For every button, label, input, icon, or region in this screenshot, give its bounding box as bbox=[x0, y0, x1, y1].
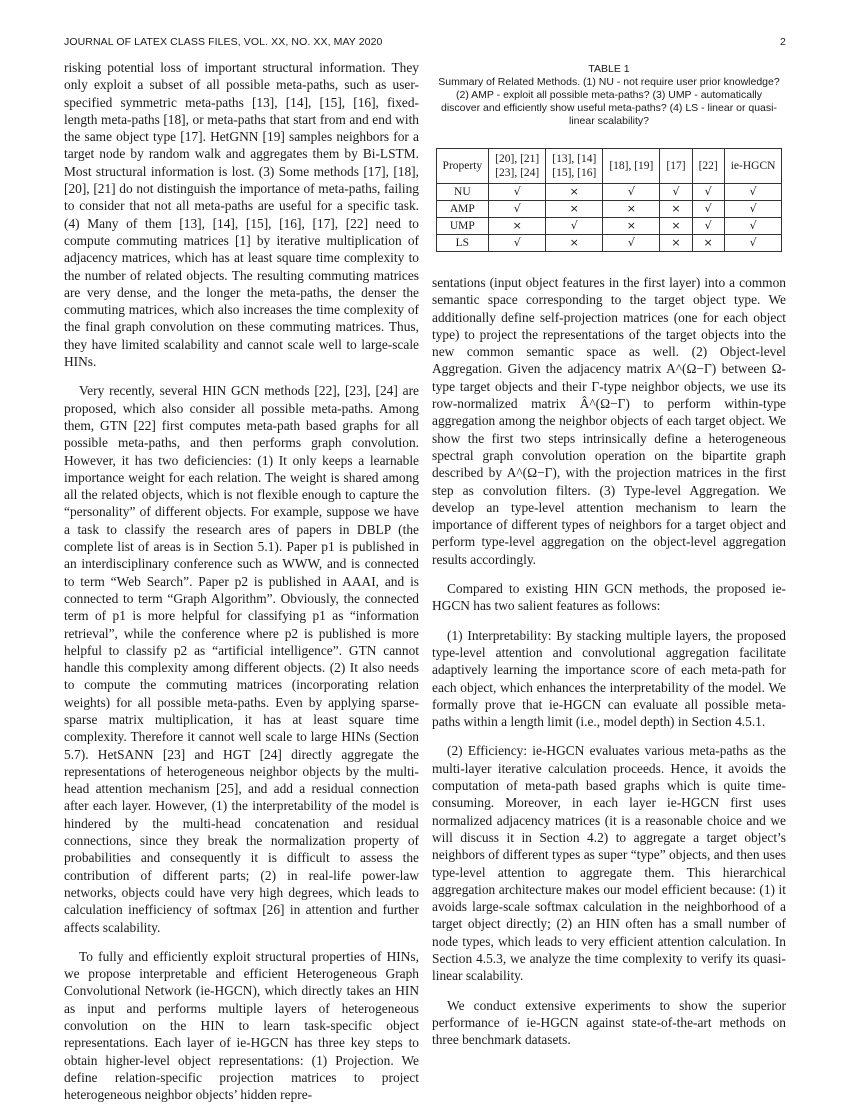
table-cell: √ bbox=[489, 201, 546, 218]
paragraph: (1) Interpretability: By stacking multiple layers, the proposed type-level attention and convolutional aggregation facilitate adaptively learning the importance score of each meta-path for each object, which enhances the interpretability of the model. We formally prove that ie-HGCN can evaluate all possible meta-paths within a length limit (i.e., model depth) in Section 4.5.1. bbox=[432, 627, 786, 730]
header-col-1: [20], [21] [23], [24] bbox=[489, 149, 546, 184]
table-row bbox=[436, 201, 782, 218]
row-label: AMP bbox=[436, 201, 489, 218]
table-cell: × bbox=[603, 218, 660, 235]
header-col-5: [22] bbox=[692, 149, 724, 184]
row-label: LS bbox=[436, 235, 489, 252]
header-col-6: ie-HGCN bbox=[724, 149, 782, 184]
table-cell: × bbox=[603, 201, 660, 218]
table-cell: √ bbox=[724, 235, 782, 252]
table-cell: √ bbox=[724, 184, 782, 201]
paragraph: (2) Efficiency: ie-HGCN evaluates various meta-paths as the multi-layer iterative calculation proceeds. Hence, it avoids the computation of meta-path based graphs which is quite time-consuming. Moreover, in each layer ie-HGCN first uses normalized adjacency matrices (it is a reasonable choice and we will discuss it in Section 4.2) to aggregate a target object’s neighbors of different types as super “type” objects, and then uses type-level attention to aggregate them. This hierarchical aggregation architecture makes our model efficient because: (1) it avoids large-scale softmax calculation in the neighborhood of a target object directly; (2) an HIN often has a small number of node types, which leads to very efficient attention calculation. In Section 4.5.3, we analyze the time complexity to verify its quasi-linear scalability. bbox=[432, 743, 786, 984]
paragraph: Compared to existing HIN GCN methods, the proposed ie-HGCN has two salient features as follows: bbox=[432, 581, 786, 614]
table-cell: × bbox=[546, 184, 603, 201]
table-cell: √ bbox=[692, 184, 724, 201]
table-row bbox=[436, 218, 782, 235]
paragraph: We conduct extensive experiments to show the superior performance of ie-HGCN against state-of-the-art methods on three benchmark datasets. bbox=[432, 997, 786, 1048]
table-cell: √ bbox=[692, 201, 724, 218]
table-row bbox=[436, 235, 782, 252]
paragraph: risking potential loss of important structural information. They only exploit a subset of all possible meta-paths, such as user-specified symmetric meta-paths [13], [14], [15], [16], fixed-length meta-paths [18], or meta-paths that start from and end with the same object type [17]. HetGNN [19] samples neighbors for a target node by random walk and aggregates them by Bi-LSTM. Most structural information is lost. (3) Some methods [17], [18], [20], [21] do not distinguish the importance of meta-paths, failing to consider that not all meta-paths are useful for a specific task. (4) Many of them [13], [14], [15], [16], [17], [22] need to compute commuting matrices [1] by iterative multiplication of adjacency matrices, which has at least square time complexity to the number of related objects. The resulting commuting matrices are very dense, and the longer the meta-paths, the denser the commuting matrices, which also increases the time complexity of the final graph convolution on these commuting matrices. Thus, they have limited scalability and cannot scale well to large-scale HINs. bbox=[64, 60, 419, 370]
page-number: 2 bbox=[780, 36, 786, 48]
paragraph: sentations (input object features in the first layer) into a common semantic space corresponding to the target object type. We additionally define self-projection matrices (one for each object type) to project the representations of the target objects into the new common semantic space as well. (2) Object-level Aggregation. Given the adjacency matrix A^(Ω−Γ) between Ω-type target objects and their Γ-type neighbor objects, we use its row-normalized matrix Â^(Ω−Γ) to perform within-type aggregation among the neighbor objects of each target object. We show the first two steps intrinsically define a heterogeneous spectral graph convolution operation on the bipartite graph described by A^(Ω−Γ), with the projection matrices in the first step as convolution filters. (3) Type-level Aggregation. We develop an type-level attention mechanism to learn the importance of different types of neighbors for a target object and perform type-level aggregation on the object-level aggregation results accordingly. bbox=[432, 275, 786, 567]
table-cell: × bbox=[660, 201, 692, 218]
table-cell: √ bbox=[546, 218, 603, 235]
table-cell: √ bbox=[724, 218, 782, 235]
table-cell: √ bbox=[692, 218, 724, 235]
table-cell: × bbox=[660, 235, 692, 252]
table-cell: × bbox=[489, 218, 546, 235]
related-methods-table bbox=[436, 148, 783, 252]
table-row bbox=[436, 184, 782, 201]
table-cell: √ bbox=[724, 201, 782, 218]
row-label: NU bbox=[436, 184, 489, 201]
table-cell: √ bbox=[660, 184, 692, 201]
table-block bbox=[432, 63, 786, 252]
right-column bbox=[432, 63, 786, 1048]
left-column bbox=[64, 59, 419, 1104]
table-cell: × bbox=[692, 235, 724, 252]
table-cell: × bbox=[660, 218, 692, 235]
table-cell: √ bbox=[489, 184, 546, 201]
table-cell: × bbox=[546, 235, 603, 252]
table-cell: √ bbox=[489, 235, 546, 252]
table-number: TABLE 1 bbox=[588, 63, 630, 75]
table-cell: √ bbox=[603, 184, 660, 201]
row-label: UMP bbox=[436, 218, 489, 235]
journal-header: JOURNAL OF LATEX CLASS FILES, VOL. XX, NO. XX, MAY 2020 bbox=[64, 36, 383, 48]
table-caption-text: Summary of Related Methods. (1) NU - not require user prior knowledge? (2) AMP - exploit all possible meta-paths? (3) UMP - automatically discover and efficiently show useful meta-paths? (4) LS - linear or quasi-linear scalability? bbox=[438, 76, 780, 127]
table-caption bbox=[438, 63, 780, 128]
paragraph: Very recently, several HIN GCN methods [22], [23], [24] are proposed, which also consider all possible meta-paths. Among them, GTN [22] first computes meta-path based graphs for all possible meta-paths, and then performs graph convolution. However, it has two deficiencies: (1) It only keeps a learnable importance weight for each relation. The weight is shared among all the related objects, which is not flexible enough to capture the “personality” of different objects. For example, suppose we have a task to classify the research ares of papers in DBLP (the complete list of areas is in Section 5.1). Paper p1 is published in an interdisciplinary conference such as WWW, and is connected to term “Web Search”. Paper p2 is published in AAAI, and is connected to term “Graph Algorithm”. Obviously, the connected term of p1 is more helpful for classifying p1 as “information retrieval”, while the conference where p2 is published is more helpful to classify p2 as “artificial intelligence”. GTN cannot handle this complexity among different objects. (2) It also needs to compute the commuting matrices (incorporating relation weights) for all possible meta-paths. Even by applying sparse-sparse matrix multiplication, it has at least square time complexity. Therefore it cannot well scale to large HINs (Section 5.7). HetSANN [23] and HGT [24] directly aggregate the representations of heterogeneous neighbor objects by the multi-head attention mechanism [25], and add a residual connection after each layer. However, (1) the interpretability of the model is hindered by the multi-head concatenation and residual connections, since they break the normalization property of probabilities and consequently it is difficult to assess the contribution of different parts; (2) in real-life power-law networks, objects could have very high degrees, which leads to calculation inefficiency of softmax [26] in attention and further affects scalability. bbox=[64, 383, 419, 935]
header-col-4: [17] bbox=[660, 149, 692, 184]
paragraph: To fully and efficiently exploit structural properties of HINs, we propose interpretable and efficient Heterogeneous Graph Convolutional Network (ie-HGCN), which directly takes an HIN as input and performs multiple layers of heterogeneous convolution on the HIN to learn task-specific object representations. Each layer of ie-HGCN has three key steps to obtain higher-level object representations: (1) Projection. We define relation-specific projection matrices to project heterogeneous neighbor objects’ hidden repre- bbox=[64, 948, 419, 1103]
table-cell: × bbox=[546, 201, 603, 218]
header-property: Property bbox=[436, 149, 489, 184]
table-cell: √ bbox=[603, 235, 660, 252]
table-header-row bbox=[436, 149, 782, 184]
header-col-3: [18], [19] bbox=[603, 149, 660, 184]
header-col-2: [13], [14] [15], [16] bbox=[546, 149, 603, 184]
running-header bbox=[64, 36, 786, 52]
